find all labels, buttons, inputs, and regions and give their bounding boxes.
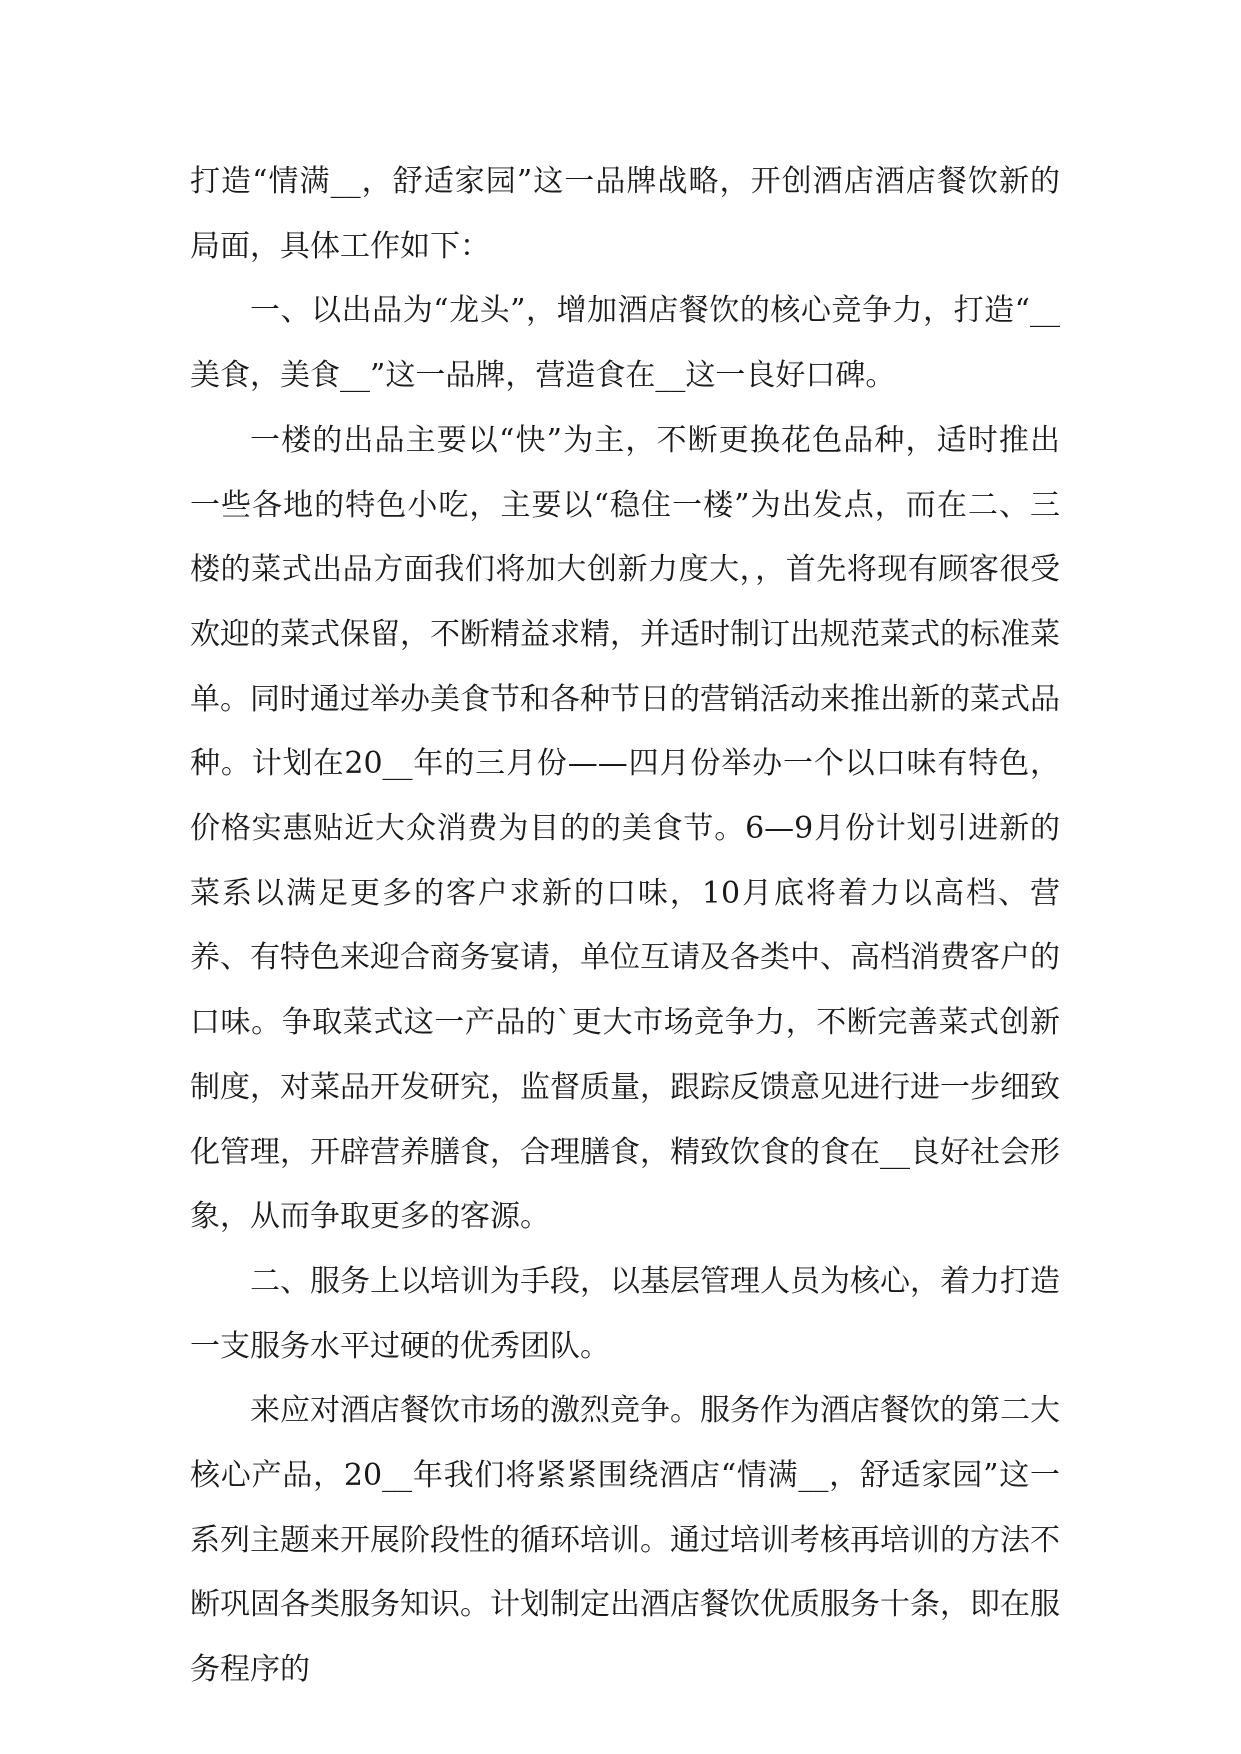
paragraph-service-training: 来应对酒店餐饮市场的激烈竞争。服务作为酒店餐饮的第二大核心产品，20__年我们将紧紧围绕酒店“情满__，舒适家园”这一系列主题来开展阶段性的循环培训。通过培训考核再培训的方法不断巩固各类服务知识。计划制定出酒店餐饮优质服务十条，即在服务程序的 bbox=[190, 1393, 1060, 1688]
paragraph-section-two-heading: 二、服务上以培训为手段，以基层管理人员为核心，着力打造一支服务水平过硬的优秀团队。 bbox=[190, 1263, 1060, 1364]
document-body bbox=[190, 150, 1060, 1703]
paragraph-menu-plan: 一楼的出品主要以“快”为主，不断更换花色品种，适时推出一些各地的特色小吃，主要以“稳住一楼”为出发点，而在二、三楼的菜式出品方面我们将加大创新力度大，，首先将现有顾客很受欢迎的菜式保留，不断精益求精，并适时制订出规范菜式的标准菜单。同时通过举办美食节和各种节日的营销活动来推出新的菜式品种。计划在20__年的三月份——四月份举办一个以口味有特色，价格实惠贴近大众消费为目的的美食节。6—9月份计划引进新的菜系以满足更多的客户求新的口味，10月底将着力以高档、营养、有特色来迎合商务宴请，单位互请及各类中、高档消费客户的口味。争取菜式这一产品的`更大市场竞争力，不断完善菜式创新制度，对菜品开发研究，监督质量，跟踪反馈意见进行进一步细致化管理，开辟营养膳食，合理膳食，精致饮食的食在__良好社会形象，从而争取更多的客源。 bbox=[190, 422, 1060, 1235]
paragraph-section-one-heading: 一、以出品为“龙头”，增加酒店餐饮的核心竞争力，打造“__美食，美食__”这一品牌，营造食在__这一良好口碑。 bbox=[190, 293, 1060, 394]
paragraph-brand-strategy: 打造“情满__，舒适家园”这一品牌战略，开创酒店酒店餐饮新的局面，具体工作如下： bbox=[190, 164, 1060, 264]
